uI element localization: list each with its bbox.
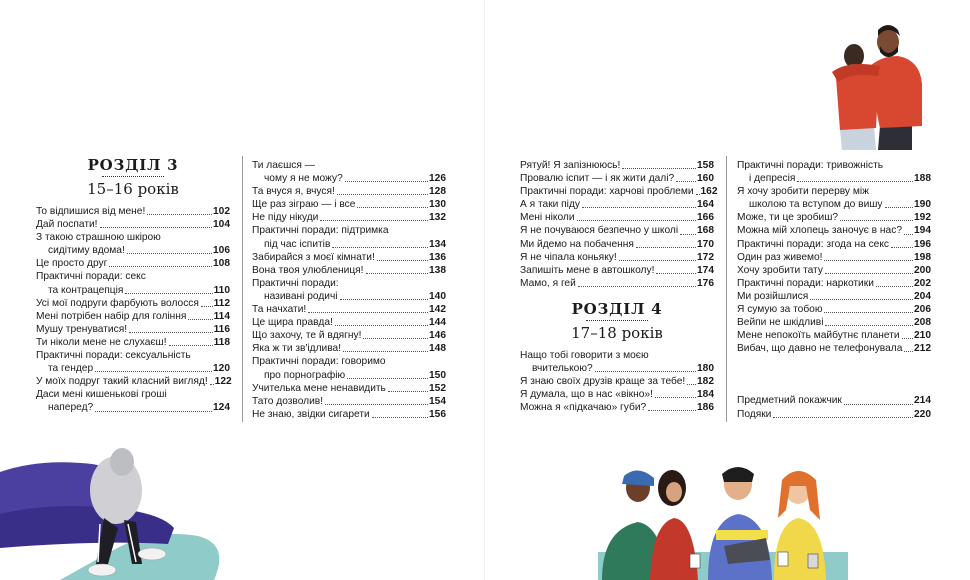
toc-entry[interactable] — [36, 257, 230, 270]
toc-entry-title: Та вчуся я, вчуся! — [252, 186, 335, 198]
toc-entry[interactable] — [36, 297, 230, 310]
page-number: 202 — [914, 277, 931, 289]
toc-column-4 — [737, 159, 931, 421]
toc-entries — [520, 349, 714, 414]
toc-entry-title: Мене непокоїть майбутнє планети — [737, 330, 900, 342]
toc-entry[interactable] — [520, 375, 714, 388]
toc-entry[interactable] — [737, 251, 931, 264]
toc-entry-title: Учителька мене ненавидить — [252, 382, 386, 394]
page-number: 194 — [914, 225, 931, 237]
dot-leader — [810, 299, 913, 300]
toc-entries — [252, 159, 446, 421]
toc-entry-title: Ти ніколи мене не слухаєш! — [36, 336, 167, 348]
toc-entry-title: Практичні поради: згода на секс — [737, 238, 890, 250]
toc-entry[interactable] — [252, 395, 446, 408]
toc-entry-title: Усі мої подруги фарбують волосся — [36, 297, 199, 309]
dot-leader — [676, 181, 696, 182]
toc-entry-title: Ми йдемо на побачення — [520, 238, 634, 250]
page-number: 180 — [697, 363, 714, 375]
page-number: 142 — [429, 304, 446, 316]
dot-leader — [844, 404, 913, 405]
page-number: 126 — [429, 173, 446, 185]
page-number: 190 — [914, 199, 931, 211]
toc-entries — [36, 205, 230, 415]
page-number: 204 — [914, 290, 931, 302]
column-divider — [242, 156, 243, 422]
page-number: 160 — [697, 173, 714, 185]
toc-entry[interactable] — [737, 329, 931, 342]
dot-leader — [377, 260, 428, 261]
toc-entry-title: вчителькою? — [532, 363, 593, 375]
toc-entry-title: Що захочу, те й вдягну! — [252, 330, 362, 342]
toc-entry[interactable] — [36, 244, 230, 257]
page-number: 158 — [697, 160, 714, 171]
toc-entry[interactable] — [252, 382, 446, 395]
dot-leader — [95, 411, 212, 412]
toc-entry[interactable] — [520, 238, 714, 251]
toc-entry-title: Практичні поради: секс — [36, 271, 146, 283]
page-number: 154 — [429, 395, 446, 407]
toc-entry[interactable] — [252, 185, 446, 198]
toc-entry-title: Я думала, що в нас «вікно»! — [520, 389, 653, 401]
toc-entry-title: У моїх подруг такий класний вигляд! — [36, 376, 208, 388]
page-number: 176 — [697, 277, 714, 289]
page-number: 112 — [213, 297, 230, 309]
dot-leader — [636, 247, 696, 248]
toc-entry-title: Вейпи не шкідливі — [737, 317, 824, 329]
dot-leader — [372, 417, 428, 418]
page-number: 186 — [697, 402, 714, 414]
column-divider — [726, 156, 727, 422]
page-number: 214 — [914, 395, 931, 407]
toc-entry[interactable] — [520, 251, 714, 264]
toc-entry-title: Практичні поради: — [252, 277, 339, 289]
toc-entry[interactable] — [36, 362, 230, 375]
toc-entry-title: Не знаю, звідки сигарети — [252, 408, 370, 420]
page-number: 128 — [429, 186, 446, 198]
dot-leader — [127, 253, 212, 254]
page-number: 162 — [700, 186, 718, 198]
dot-leader — [109, 266, 212, 267]
dot-leader — [100, 227, 212, 228]
page-number: 168 — [697, 225, 714, 237]
page-number: 212 — [914, 343, 931, 355]
dot-leader — [797, 181, 913, 182]
page-number: 192 — [914, 212, 931, 224]
dot-leader — [325, 404, 428, 405]
toc-entry[interactable] — [520, 159, 714, 172]
dot-leader — [188, 319, 212, 320]
chapter-title: РОЗДІЛ 4 — [571, 299, 663, 318]
dot-leader — [210, 384, 214, 385]
toc-entry-title: Забирайся з моєї кімнати! — [252, 251, 375, 263]
toc-entry[interactable] — [737, 394, 931, 407]
dot-leader — [332, 247, 428, 248]
toc-column-2 — [252, 159, 446, 421]
toc-entry[interactable] — [36, 375, 230, 388]
dot-leader — [904, 234, 913, 235]
toc-entry-title: називані родичі — [264, 290, 338, 302]
page-number: 220 — [914, 408, 931, 420]
toc-entry[interactable] — [737, 264, 931, 277]
dot-leader — [308, 312, 428, 313]
page-number: 118 — [213, 336, 230, 348]
book-gutter — [484, 0, 485, 580]
toc-entry-title: Можна я «підкачаю» губи? — [520, 402, 647, 414]
toc-entry[interactable] — [36, 218, 230, 231]
toc-entry-title: Можна мій хлопець заночує в нас? — [737, 225, 902, 237]
toc-entry-title: чому я не можу? — [264, 173, 343, 185]
chapter-title: РОЗДІЛ 3 — [87, 156, 179, 174]
page-number: 182 — [697, 376, 714, 388]
dot-leader — [347, 378, 428, 379]
toc-entry-title: Ми розійшлися — [737, 290, 809, 302]
toc-entry-title: Це щира правда! — [252, 317, 333, 329]
toc-entry-title: Не піду нікуди — [252, 212, 319, 224]
page-number: 184 — [697, 389, 714, 401]
toc-entry-title: Хочу зробити тату — [737, 264, 823, 276]
toc-entry[interactable] — [252, 316, 446, 329]
chapter-divider — [102, 176, 164, 177]
chapter-subtitle: 15–16 років — [87, 180, 179, 198]
toc-entry[interactable] — [36, 205, 230, 218]
toc-entry-title: Практичні поради: говоримо — [252, 356, 386, 368]
dot-leader — [582, 207, 696, 208]
page-number: 156 — [429, 408, 446, 420]
toc-entry[interactable] — [36, 336, 230, 349]
section-spacer — [737, 355, 931, 394]
page-number: 120 — [213, 363, 230, 375]
friends-with-laptop-illustration — [598, 460, 848, 580]
dot-leader — [619, 260, 696, 261]
toc-entry[interactable] — [520, 277, 714, 290]
toc-entry-title: Я не почуваюся безпечно у школі — [520, 225, 679, 237]
page-number: 200 — [914, 264, 931, 276]
page-number: 114 — [213, 310, 230, 322]
dot-leader — [335, 325, 428, 326]
page-number: 164 — [697, 199, 714, 211]
toc-entry-title: Практичні поради: підтримка — [252, 225, 389, 237]
page-number: 140 — [429, 290, 446, 302]
page-number: 136 — [429, 251, 446, 263]
dot-leader — [201, 306, 213, 307]
toc-entry[interactable] — [520, 362, 714, 375]
dot-leader — [696, 194, 700, 195]
page-number: 150 — [429, 369, 446, 381]
toc-entry[interactable] — [520, 388, 714, 401]
page-number: 196 — [914, 238, 931, 250]
dot-leader — [840, 220, 913, 221]
dot-leader — [169, 345, 213, 346]
chapter-3-heading — [36, 156, 230, 199]
toc-entry-title: То відпишися від мене! — [36, 206, 146, 217]
dot-leader — [680, 234, 696, 235]
toc-entry-title: З такою страшною шкірою — [36, 232, 161, 244]
toc-entry-title: Практичні поради: тривожність — [737, 160, 884, 171]
toc-entry-title: школою та вступом до вишу — [749, 199, 883, 211]
toc-entry[interactable] — [737, 290, 931, 303]
toc-entry[interactable] — [252, 211, 446, 224]
toc-entry[interactable] — [520, 198, 714, 211]
toc-entry-title: Мушу тренуватися! — [36, 323, 128, 335]
dot-leader — [656, 273, 696, 274]
page-number: 166 — [697, 212, 714, 224]
dot-leader — [825, 325, 913, 326]
toc-entry-title: Даси мені кишенькові гроші — [36, 389, 167, 401]
dot-leader — [824, 260, 913, 261]
toc-entry[interactable] — [252, 238, 446, 251]
toc-entry-title: Запишіть мене в автошколу! — [520, 264, 655, 276]
page-number: 116 — [213, 323, 230, 335]
dot-leader — [824, 312, 913, 313]
toc-entry-title: Може, ти це зробиш? — [737, 212, 839, 224]
toc-entry[interactable] — [252, 172, 446, 185]
toc-entry[interactable] — [252, 329, 446, 342]
page-number: 132 — [429, 212, 446, 224]
dot-leader — [902, 338, 913, 339]
toc-entry[interactable] — [520, 401, 714, 414]
toc-entry[interactable] — [737, 172, 931, 185]
page-number: 138 — [429, 264, 446, 276]
toc-entry-title: і депресія — [749, 173, 796, 185]
toc-entry-title: Нащо тобі говорити з моєю — [520, 349, 649, 361]
toc-entry[interactable] — [737, 211, 931, 224]
page-number: 198 — [914, 251, 931, 263]
page-number: 148 — [429, 343, 446, 355]
teen-on-sofa-illustration — [0, 432, 230, 580]
dot-leader — [357, 207, 428, 208]
toc-entry-title: Ти лаєшся — — [252, 160, 315, 171]
page-number: 206 — [914, 304, 931, 316]
toc-entry-title: Мені потрібен набір для гоління — [36, 310, 187, 322]
dot-leader — [655, 397, 696, 398]
toc-column-1 — [36, 156, 230, 415]
toc-entry-title: та гендер — [48, 363, 94, 375]
dot-leader — [825, 273, 913, 274]
toc-column-3 — [520, 159, 718, 414]
toc-entry-title: Я сумую за тобою — [737, 304, 823, 316]
toc-entry[interactable] — [36, 323, 230, 336]
toc-entry[interactable] — [252, 251, 446, 264]
toc-entry-title: Практичні поради: наркотики — [737, 277, 874, 289]
page-number: 110 — [213, 284, 230, 296]
page-number: 172 — [697, 251, 714, 263]
toc-entry-title: сидітиму вдома! — [48, 245, 125, 257]
toc-entry-title: Це просто друг — [36, 258, 108, 270]
page-number: 122 — [214, 376, 232, 388]
toc-entry[interactable] — [520, 172, 714, 185]
toc-entry-title: та контрацепція — [48, 284, 124, 296]
page-number: 134 — [429, 238, 446, 250]
dot-leader — [147, 214, 212, 215]
toc-entry-title: Дай поспати! — [36, 219, 98, 231]
chapter-4-heading — [520, 300, 714, 343]
toc-entry[interactable] — [36, 401, 230, 414]
toc-entry[interactable] — [252, 198, 446, 211]
chapter-subtitle: 17–18 років — [571, 323, 663, 342]
toc-entry[interactable] — [737, 224, 931, 237]
toc-entry-title: Провалю іспит — і як жити далі? — [520, 173, 675, 185]
dot-leader — [595, 371, 696, 372]
toc-entry-title: під час іспитів — [264, 238, 331, 250]
toc-entry-title: Вибач, що давно не телефонувала — [737, 343, 903, 355]
page-number: 170 — [697, 238, 714, 250]
page-number: 106 — [213, 245, 230, 257]
page-number: 152 — [429, 382, 446, 394]
dot-leader — [320, 220, 428, 221]
dot-leader — [129, 332, 213, 333]
toc-entry[interactable] — [737, 316, 931, 329]
toc-entry[interactable] — [252, 342, 446, 355]
toc-entry-title: Практичні поради: харчові проблеми — [520, 186, 694, 198]
toc-entries — [737, 159, 931, 355]
page-number: 146 — [429, 330, 446, 342]
chapter-divider — [586, 320, 648, 321]
toc-entry[interactable] — [252, 408, 446, 421]
dot-leader — [904, 351, 913, 352]
toc-entries — [737, 394, 931, 420]
toc-entry-title: Я хочу зробити перерву між — [737, 186, 869, 198]
dot-leader — [366, 273, 429, 274]
page-number: 108 — [213, 258, 230, 270]
dot-leader — [687, 384, 696, 385]
dot-leader — [578, 286, 696, 287]
toc-entry-title: Ще раз зіграю — і все — [252, 199, 356, 211]
toc-entry[interactable] — [737, 408, 931, 421]
hugging-men-illustration — [828, 22, 928, 150]
toc-entry-title: Я не чіпала коньяку! — [520, 251, 617, 263]
page-number: 210 — [914, 330, 931, 342]
toc-entry-title: А я таки піду — [520, 199, 580, 211]
toc-entry[interactable] — [252, 303, 446, 316]
toc-entry-title: наперед? — [48, 402, 94, 414]
dot-leader — [345, 181, 428, 182]
page-number: 144 — [429, 317, 446, 329]
toc-entry[interactable] — [520, 224, 714, 237]
toc-entry[interactable] — [36, 284, 230, 297]
dot-leader — [885, 207, 913, 208]
page-number: 104 — [213, 219, 230, 231]
toc-entry-title: Рятуй! Я запізнююсь! — [520, 160, 621, 171]
toc-entry-title: Вона твоя улюблениця! — [252, 264, 364, 276]
toc-entry-title: Тато дозволив! — [252, 395, 324, 407]
toc-entry[interactable] — [520, 264, 714, 277]
dot-leader — [343, 351, 428, 352]
dot-leader — [891, 247, 913, 248]
toc-entry-title: Подяки — [737, 408, 772, 420]
page-number: 130 — [429, 199, 446, 211]
dot-leader — [388, 391, 428, 392]
toc-entry-title: Мамо, я гей — [520, 277, 576, 289]
page-number: 102 — [213, 206, 230, 217]
dot-leader — [340, 299, 428, 300]
page-number: 188 — [914, 173, 931, 185]
toc-entry-title: Практичні поради: сексуальність — [36, 350, 191, 362]
dot-leader — [876, 286, 913, 287]
page-number: 124 — [213, 402, 230, 414]
toc-entry[interactable] — [737, 277, 931, 290]
toc-entry-title: Та начхати! — [252, 304, 307, 316]
dot-leader — [95, 371, 212, 372]
toc-entry[interactable] — [737, 198, 931, 211]
dot-leader — [622, 168, 696, 169]
dot-leader — [773, 417, 913, 418]
toc-entry[interactable] — [520, 185, 718, 198]
page-number: 208 — [914, 317, 931, 329]
dot-leader — [337, 194, 428, 195]
dot-leader — [125, 293, 212, 294]
dot-leader — [363, 338, 428, 339]
dot-leader — [577, 220, 696, 221]
toc-entry-title: Я знаю своїх друзів краще за тебе! — [520, 376, 686, 388]
toc-entry[interactable] — [252, 264, 446, 277]
toc-entries — [520, 159, 718, 290]
toc-entry-title: Яка ж ти зв'ідлива! — [252, 343, 342, 355]
dot-leader — [648, 410, 696, 411]
toc-entry[interactable] — [737, 238, 931, 251]
toc-entry[interactable] — [36, 310, 230, 323]
toc-entry[interactable] — [737, 342, 931, 355]
toc-entry-title: про порнографію — [264, 369, 346, 381]
toc-entry-title: Один раз живемо! — [737, 251, 823, 263]
toc-entry[interactable] — [252, 369, 446, 382]
toc-entry[interactable] — [520, 211, 714, 224]
toc-entry[interactable] — [737, 303, 931, 316]
toc-entry-title: Предметний покажчик — [737, 395, 842, 407]
toc-entry-title: Мені ніколи — [520, 212, 575, 224]
page-number: 174 — [697, 264, 714, 276]
toc-entry[interactable] — [252, 290, 446, 303]
